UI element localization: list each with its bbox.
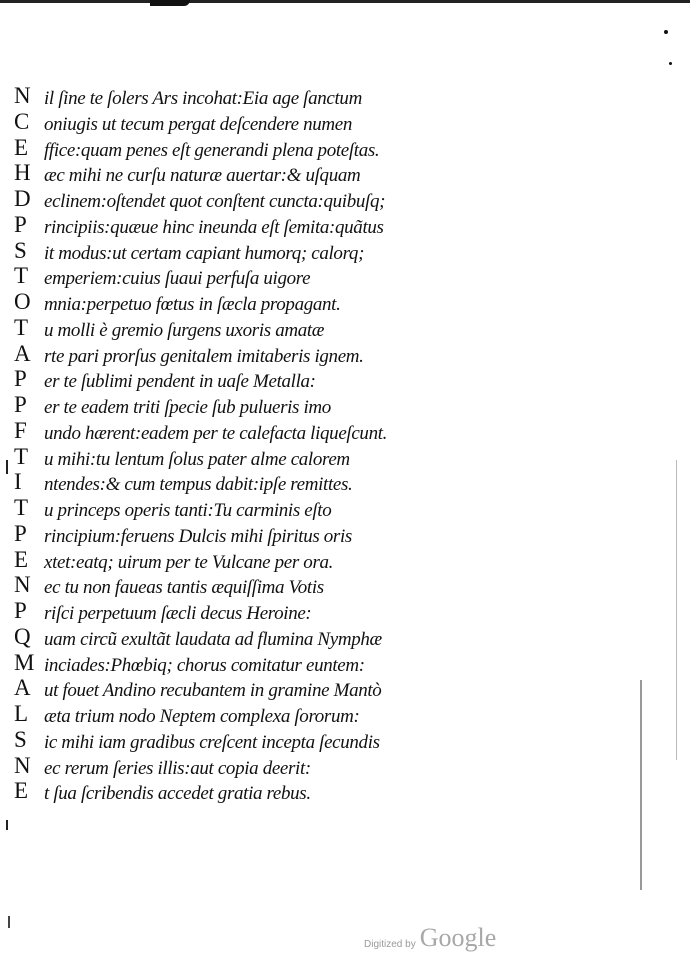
verse-text: er te ſublimi pendent in uaſe Metalla: — [44, 371, 316, 393]
verse-text: u mihi:tu lentum ſolus pater alme calorem — [44, 448, 350, 470]
verse-initial: P — [14, 520, 27, 546]
verse-text: il ſine te ſolers Ars incohat:Eia age ſanctum — [44, 88, 362, 109]
verse-initial: S — [14, 726, 27, 752]
verse-initial: T — [14, 443, 29, 469]
digitization-watermark — [364, 918, 496, 952]
verse-text: mnia:perpetuo fœtus in ſæcla propagant. — [44, 294, 341, 315]
top-edge-notch — [150, 0, 190, 6]
verse-text: rincipiis:quæue hinc ineunda eſt ſemita:quãtus — [44, 216, 384, 238]
verse-line — [14, 522, 534, 548]
verse-initial: N — [14, 752, 31, 778]
ink-speck — [664, 30, 668, 34]
verse-text: undo hærent:eadem per te calefacta liqueſcunt. — [44, 422, 388, 444]
verse-initial: F — [14, 417, 27, 443]
verse-text: t ſua ſcribendis accedet gratia rebus. — [44, 783, 311, 805]
verse-initial: P — [14, 392, 27, 417]
verse-line — [14, 702, 534, 728]
verse-initial: T — [14, 314, 29, 340]
verse-line — [14, 676, 534, 702]
verse-initial: L — [14, 701, 29, 726]
verse-initial: O — [14, 289, 31, 314]
verse-initial: P — [14, 211, 27, 237]
verse-text: uam circũ exultãt laudata ad flumina Nymphæ — [44, 628, 382, 650]
verse-text: ec tu non faueas tantis æquiſſima Votis — [44, 577, 324, 599]
verse-line — [14, 161, 534, 187]
verse-block — [14, 84, 534, 805]
verse-line — [14, 264, 534, 290]
verse-initial: T — [14, 495, 29, 520]
ink-speck — [669, 62, 672, 65]
verse-initial: A — [14, 675, 31, 701]
verse-text: emperiem:cuius ſuaui perfuſa uigore — [44, 268, 311, 290]
verse-initial: M — [14, 649, 35, 675]
verse-text: oniugis ut tecum pergat deſcendere numen — [44, 113, 353, 135]
verse-line — [14, 136, 534, 162]
margin-shadow — [640, 680, 642, 890]
verse-line — [14, 419, 534, 445]
top-edge-line — [0, 0, 690, 3]
verse-line — [14, 342, 534, 368]
verse-line — [14, 548, 534, 574]
verse-line — [14, 599, 534, 625]
verse-text: ec rerum ſeries illis:aut copia deerit: — [44, 757, 311, 779]
verse-line — [14, 110, 534, 136]
verse-line — [14, 239, 534, 265]
verse-text: riſci perpetuum ſæcli decus Heroine: — [44, 603, 312, 624]
verse-line — [14, 367, 534, 393]
margin-mark — [6, 460, 8, 474]
verse-text: rte pari prorſus genitalem imitaberis ignem. — [44, 345, 364, 367]
verse-initial: E — [14, 546, 29, 572]
google-logo: Google — [419, 923, 497, 952]
verse-text: xtet:eatq; uirum per te Vulcane per ora. — [44, 551, 334, 573]
verse-initial: H — [14, 160, 31, 186]
verse-line — [14, 470, 534, 496]
verse-initial: S — [14, 237, 27, 263]
verse-text: æta trium nodo Neptem complexa ſororum: — [44, 706, 360, 727]
verse-initial: D — [14, 186, 31, 211]
verse-text: ntendes:& cum tempus dabit:ipſe remittes. — [44, 474, 353, 496]
verse-line — [14, 84, 534, 110]
verse-line — [14, 573, 534, 599]
verse-text: eclinem:oſtendet quot conſtent cuncta:quibuſq; — [44, 191, 386, 212]
verse-text: ffice:quam penes eſt generandi plena poteſtas. — [44, 139, 380, 161]
verse-line — [14, 213, 534, 239]
verse-line — [14, 316, 534, 342]
margin-mark — [8, 916, 10, 928]
verse-line — [14, 625, 534, 651]
verse-initial: A — [14, 340, 31, 366]
verse-initial: P — [14, 366, 27, 392]
verse-initial: P — [14, 598, 27, 623]
margin-mark — [6, 820, 8, 830]
digitized-by-label: Digitized by — [364, 939, 416, 950]
verse-line — [14, 651, 534, 677]
verse-line — [14, 187, 534, 213]
page-top-edge — [0, 0, 690, 8]
verse-text: æc mihi ne curſu naturæ auertar:& uſquam — [44, 165, 361, 187]
verse-initial: I — [14, 469, 22, 495]
verse-text: ut fouet Andino recubantem in gramine Mantò — [44, 680, 382, 702]
verse-text: inciades:Phœbiq; chorus comitatur euntem: — [44, 654, 365, 676]
verse-line — [14, 496, 534, 522]
verse-initial: T — [14, 263, 29, 289]
verse-text: u princeps operis tanti:Tu carminis eſto — [44, 500, 332, 521]
verse-text: er te eadem triti ſpecie ſub pulueris imo — [44, 397, 331, 418]
verse-line — [14, 779, 534, 805]
verse-initial: C — [14, 108, 30, 134]
verse-line — [14, 728, 534, 754]
verse-text: it modus:ut certam capiant humorq; calorq; — [44, 242, 365, 264]
verse-initial: E — [14, 134, 29, 160]
verse-text: ic mihi iam gradibus creſcent incepta ſecundis — [44, 731, 380, 753]
verse-line — [14, 445, 534, 471]
verse-text: rincipium:feruens Dulcis mihi ſpiritus oris — [44, 525, 352, 547]
verse-initial: N — [14, 83, 31, 108]
verse-text: u molli è gremio ſurgens uxoris amatæ — [44, 319, 325, 341]
margin-shadow — [676, 460, 677, 760]
verse-line — [14, 290, 534, 316]
verse-initial: N — [14, 572, 31, 598]
verse-line — [14, 393, 534, 419]
verse-line — [14, 754, 534, 780]
verse-initial: E — [14, 778, 29, 804]
verse-initial: Q — [14, 623, 31, 649]
